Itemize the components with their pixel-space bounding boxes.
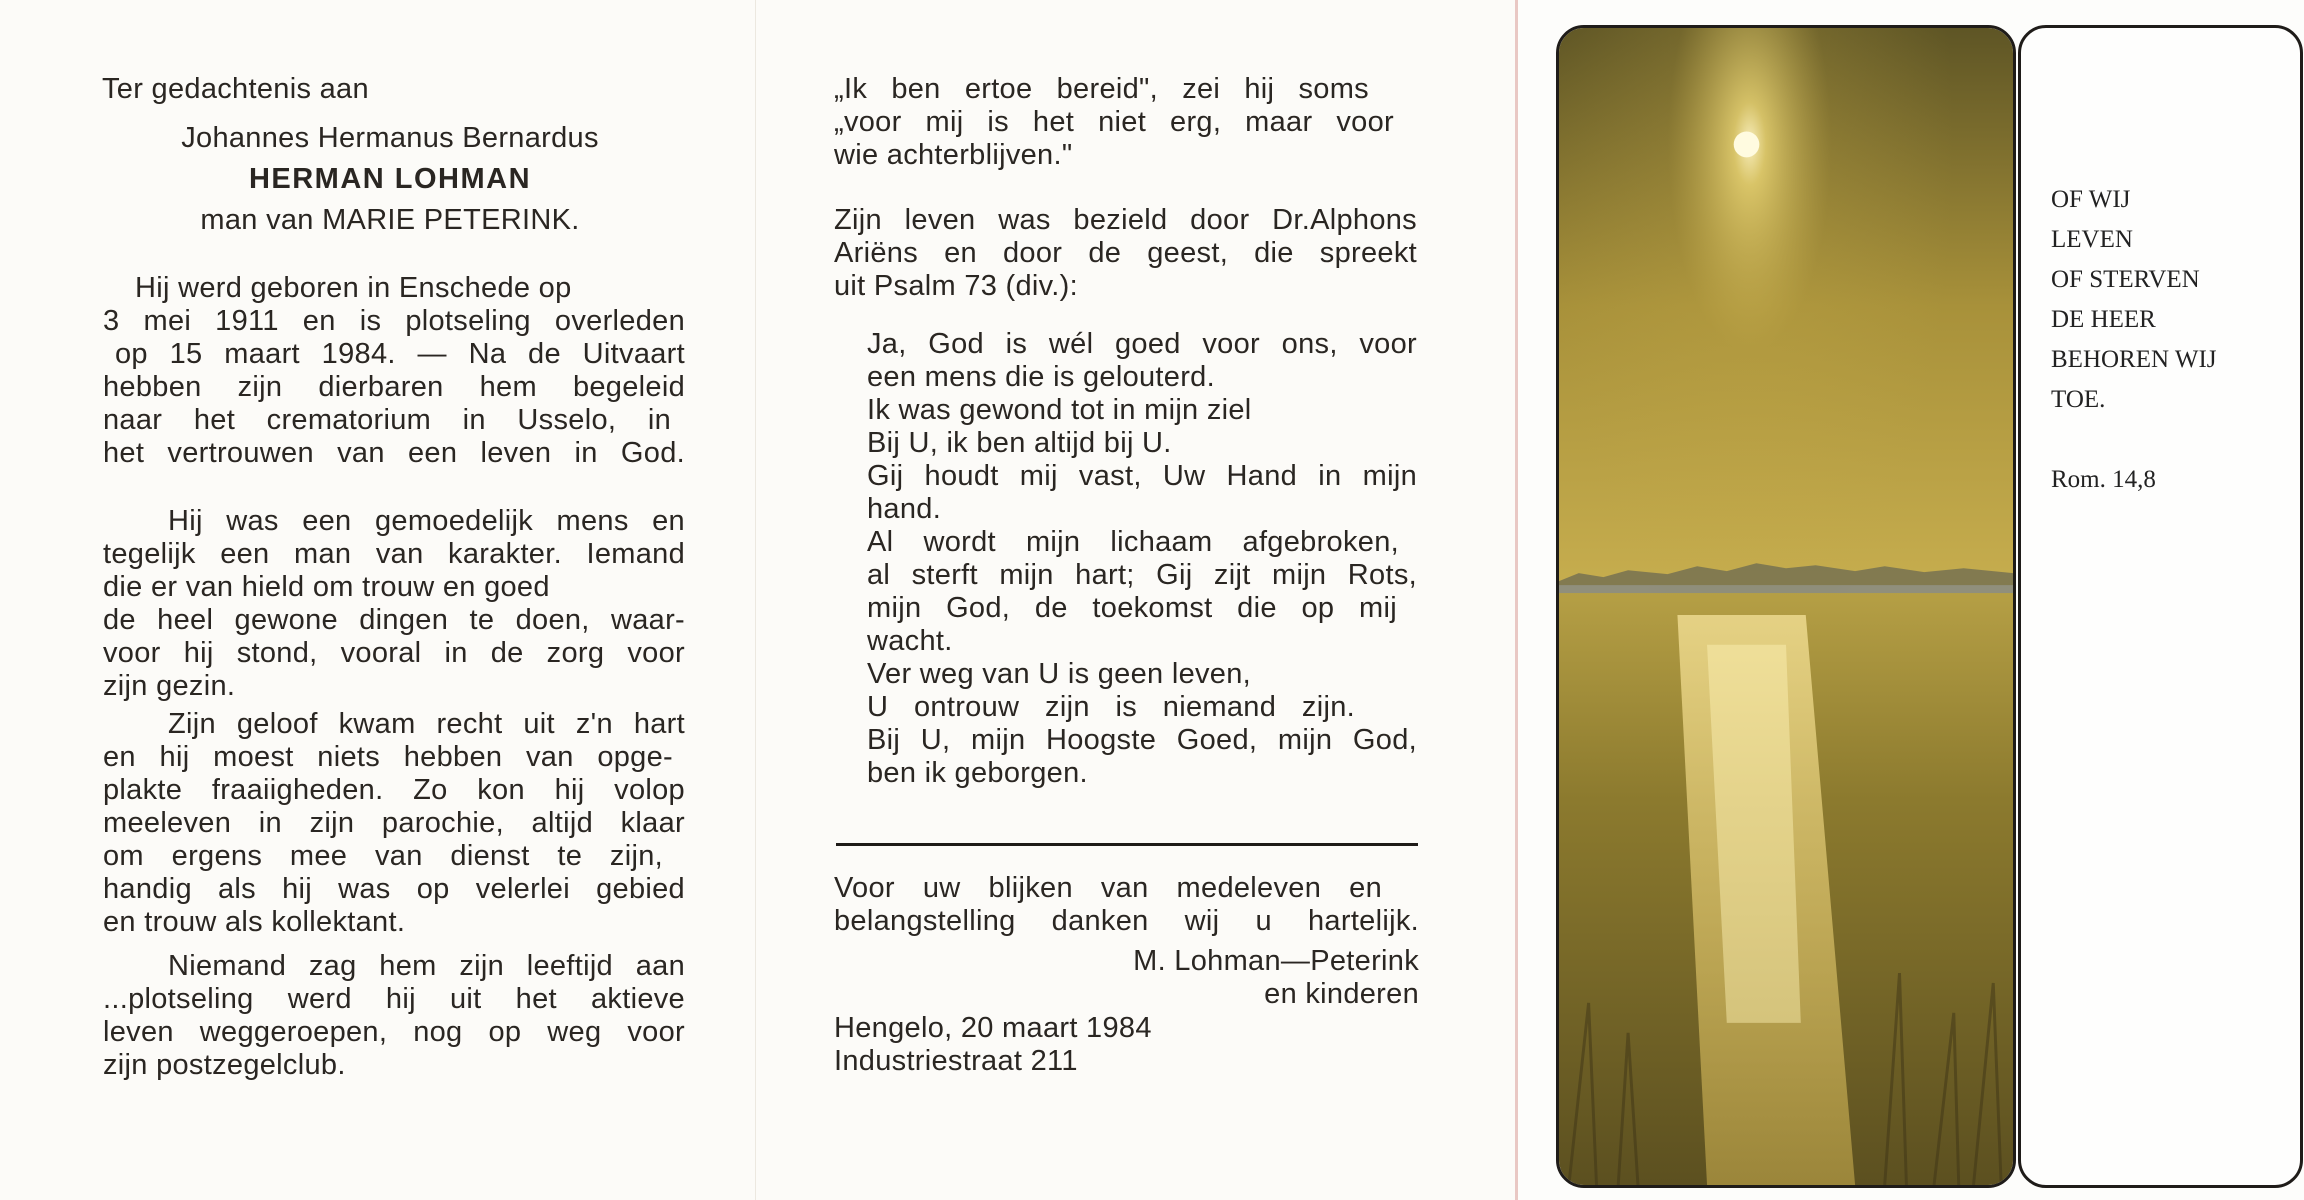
- body-line: Hij werd geboren in Enschede op: [135, 272, 572, 304]
- intro-line: Zijn leven was bezield door Dr.Alphons: [834, 204, 1417, 236]
- body-line: hebben zijn dierbaren hem begeleid: [103, 371, 685, 403]
- intro-line: uit Psalm 73 (div.):: [834, 270, 1078, 302]
- psalm-line: Bij U, mijn Hoogste Goed, mijn God,: [867, 724, 1417, 756]
- given-names: Johannes Hermanus Bernardus: [181, 122, 599, 154]
- intro-text: Ter gedachtenis aan: [102, 73, 369, 105]
- body-line: Zijn geloof kwam recht uit z'n hart: [168, 708, 685, 740]
- psalm-line: mijn God, de toekomst die op mij: [867, 592, 1397, 624]
- body-line: zijn gezin.: [103, 670, 236, 702]
- verse-reference: Rom. 14,8: [2051, 466, 2156, 493]
- psalm-line: al sterft mijn hart; Gij zijt mijn Rots,: [867, 559, 1417, 591]
- body-line: plakte fraaiigheden. Zo kon hij volop: [103, 774, 685, 806]
- psalm-line: wacht.: [867, 625, 953, 657]
- intro-line: Ariëns en door de geest, die spreekt: [834, 237, 1417, 269]
- psalm-line: ben ik geborgen.: [867, 757, 1088, 789]
- psalm-line: Al wordt mijn lichaam afgebroken,: [867, 526, 1399, 558]
- body-line: op 15 maart 1984. — Na de Uitvaart: [115, 338, 685, 370]
- verse-line: OF STERVEN: [2051, 266, 2200, 293]
- body-line: Niemand zag hem zijn leeftijd aan: [168, 950, 685, 982]
- deceased-name: HERMAN LOHMAN: [248, 163, 532, 195]
- body-line: om ergens mee van dienst te zijn,: [103, 840, 663, 872]
- body-line: Hij was een gemoedelijk mens en: [168, 505, 685, 537]
- body-line: tegelijk een man van karakter. Iemand: [103, 538, 685, 570]
- body-line: de heel gewone dingen te doen, waar-: [103, 604, 685, 636]
- spouse-line: man van MARIE PETERINK.: [200, 204, 580, 236]
- body-line: 3 mei 1911 en is plotseling overleden: [103, 305, 685, 337]
- psalm-line: U ontrouw zijn is niemand zijn.: [867, 691, 1355, 723]
- address: Industriestraat 211: [834, 1045, 1078, 1077]
- psalm-line: Ver weg van U is geen leven,: [867, 658, 1252, 690]
- card-panel-right: [1515, 0, 2304, 1200]
- quote-line: „voor mij is het niet erg, maar voor: [834, 106, 1394, 138]
- body-line: en trouw als kollektant.: [103, 906, 406, 938]
- card-panel-left: [0, 0, 755, 1200]
- psalm-line: Bij U, ik ben altijd bij U.: [867, 427, 1172, 459]
- quote-line: wie achterblijven.": [834, 139, 1073, 171]
- psalm-line: Ik was gewond tot in mijn ziel: [867, 394, 1252, 426]
- psalm-line: Gij houdt mij vast, Uw Hand in mijn: [867, 460, 1417, 492]
- sunset-photo-image: [1559, 28, 2013, 1185]
- body-line: het vertrouwen van een leven in God.: [103, 437, 685, 469]
- verse-line: LEVEN: [2051, 226, 2133, 253]
- place-date: Hengelo, 20 maart 1984: [834, 1012, 1152, 1044]
- signature-line: en kinderen: [1264, 978, 1419, 1010]
- sunset-photo: [1556, 25, 2016, 1188]
- body-line: leven weggeroepen, nog op weg voor: [103, 1016, 685, 1048]
- psalm-line: hand.: [867, 493, 942, 525]
- psalm-line: een mens die is gelouterd.: [867, 361, 1215, 393]
- body-line: ...plotseling werd hij uit het aktieve: [103, 983, 685, 1015]
- psalm-line: Ja, God is wél goed voor ons, voor: [867, 328, 1417, 360]
- thanks-line: Voor uw blijken van medeleven en: [834, 872, 1382, 904]
- verse-line: BEHOREN WIJ: [2051, 346, 2217, 373]
- body-line: meeleven in zijn parochie, altijd klaar: [103, 807, 685, 839]
- thanks-line: belangstelling danken wij u hartelijk.: [834, 905, 1419, 937]
- body-line: naar het crematorium in Usselo, in: [103, 404, 671, 436]
- verse-line: OF WIJ: [2051, 186, 2131, 213]
- card-panel-middle: [755, 0, 1516, 1200]
- body-line: voor hij stond, vooral in de zorg voor: [103, 637, 685, 669]
- body-line: die er van hield om trouw en goed: [103, 571, 550, 603]
- verse-line: DE HEER: [2051, 306, 2156, 333]
- body-line: en hij moest niets hebben van opge-: [103, 741, 673, 773]
- verse-card: [2018, 25, 2303, 1188]
- signature-line: M. Lohman—Peterink: [1133, 945, 1419, 977]
- body-line: handig als hij was op velerlei gebied: [103, 873, 685, 905]
- divider-rule: [836, 843, 1418, 846]
- quote-line: „Ik ben ertoe bereid", zei hij soms: [834, 73, 1369, 105]
- body-line: zijn postzegelclub.: [103, 1049, 346, 1081]
- verse-line: TOE.: [2051, 386, 2106, 413]
